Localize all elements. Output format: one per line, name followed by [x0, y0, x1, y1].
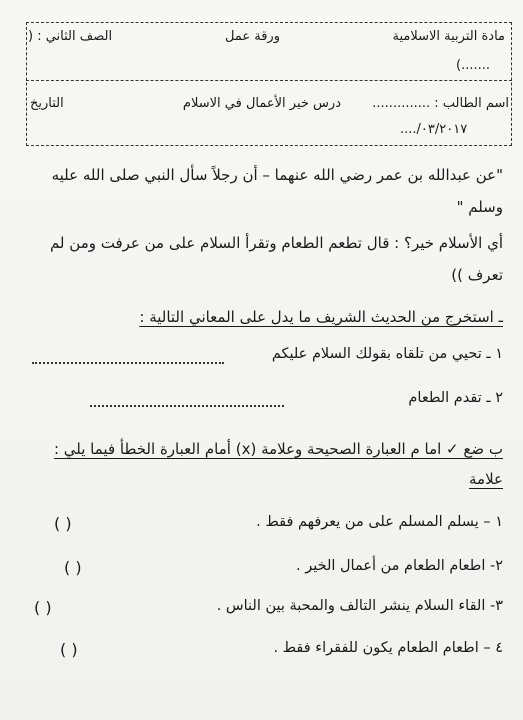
statement-3: ٣- القاء السلام ينشر التالف والمحبة بين الناس .: [216, 598, 503, 614]
answer-line-2: [90, 405, 284, 407]
section-a-item-2: ٢ ـ تقدم الطعام: [408, 390, 503, 406]
section-a-item-1: ١ ـ تحيي من تلقاه بقولك السلام عليكم: [271, 346, 503, 362]
lesson-title: درس خير الأعمال في الاسلام: [182, 96, 341, 111]
answer-line-1: [32, 362, 224, 364]
date-value: ..../۰۳/۲۰۱۷: [400, 122, 468, 137]
grade-label: الصف الثاني : (: [28, 29, 113, 44]
date-label: التاريخ: [30, 96, 64, 111]
grade-close: (.......: [456, 58, 490, 73]
hadith-line-4: تعرف )): [451, 266, 503, 284]
hadith-line-3: أي الأسلام خير؟ : قال تطعم الطعام وتقرأ السلام على من عرفت ومن لم: [49, 234, 503, 252]
student-name-field: اسم الطالب : ..............: [372, 96, 509, 111]
statement-4: ٤ – اطعام الطعام يكون للفقراء فقط .: [273, 640, 503, 656]
section-a-title: ـ استخرج من الحديث الشريف ما يدل على المعاني التالية :: [139, 308, 503, 326]
section-b-title: ب ضع ✓ اما م العبارة الصحيحة وعلامة (x) أمام العبارة الخطأ فيما يلي :: [53, 440, 503, 458]
statement-1: ١ – يسلم المسلم على من يعرفهم فقط .: [256, 514, 503, 530]
answer-box-4[interactable]: ( ): [60, 640, 78, 659]
section-b-title-cont: علامة: [469, 470, 503, 488]
answer-box-3[interactable]: ( ): [34, 598, 52, 617]
answer-box-1[interactable]: ( ): [54, 514, 72, 533]
hadith-line-2: وسلم ": [456, 198, 503, 216]
hadith-line-1: "عن عبدالله بن عمر رضي الله عنهما – أن رجلاً سأل النبي صلى الله عليه: [51, 166, 503, 184]
subject-label: مادة التربية الاسلامية: [392, 29, 505, 44]
worksheet-label: ورقة عمل: [225, 29, 280, 44]
header-divider: [26, 80, 512, 81]
answer-box-2[interactable]: ( ): [64, 558, 82, 577]
statement-2: ٢- اطعام الطعام من أعمال الخير .: [296, 558, 503, 574]
